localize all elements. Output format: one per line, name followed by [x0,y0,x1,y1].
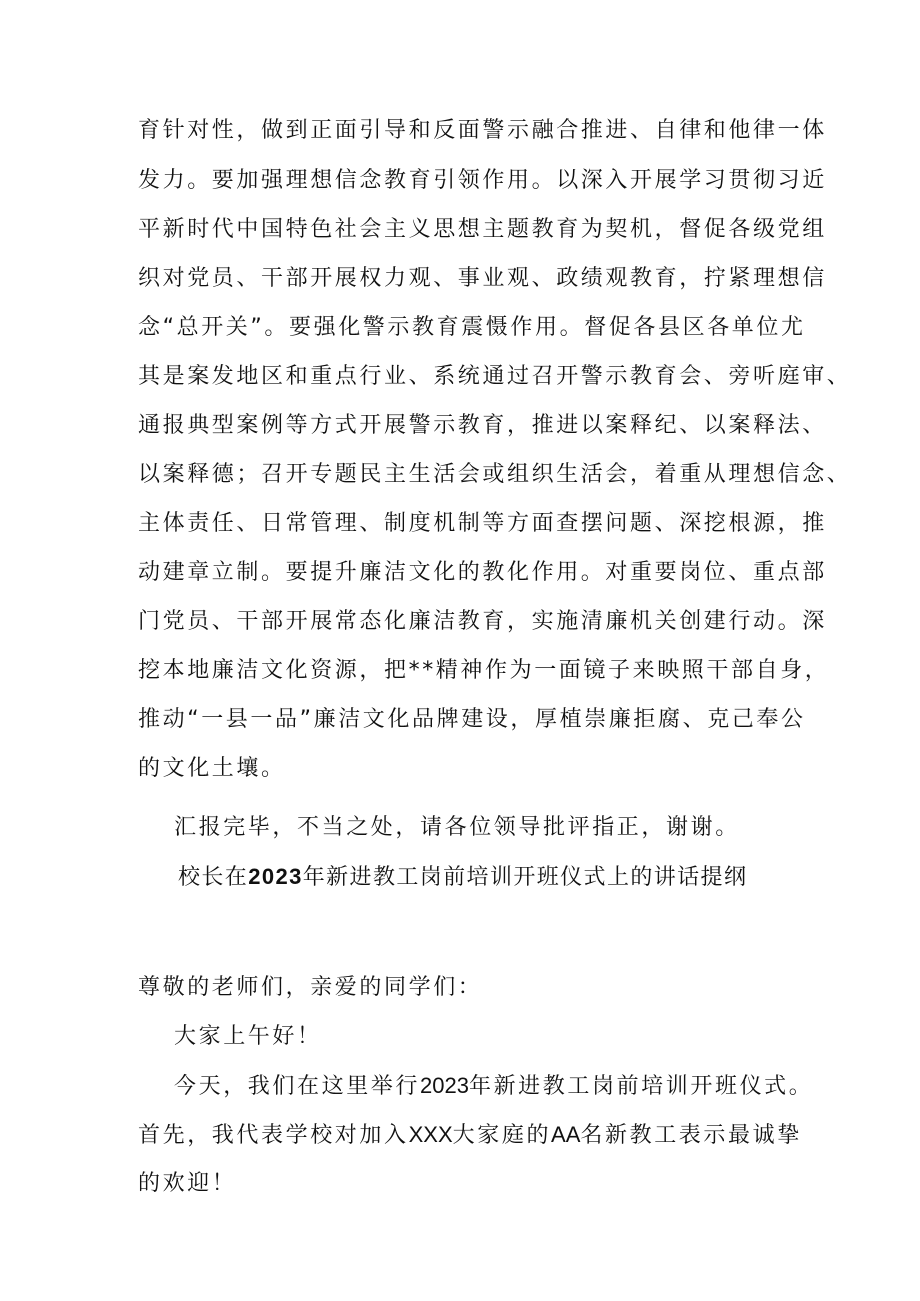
title-suffix: 年新进教工岗前培训开班仪式上的讲话提纲 [302,865,748,890]
greeting: 大家上午好！ [174,1024,322,1049]
closing-line: 汇报完毕，不当之处，请各位领导批评指正，谢谢。 [174,815,740,840]
speech-title [178,862,747,893]
body-line: 育针对性，做到正面引导和反面警示融合推进、自律和他律一体 [138,118,827,143]
placeholder-xxx: XXX [408,1122,453,1147]
salutation: 尊敬的老师们，亲爱的同学们： [138,975,483,1000]
text-run: 名新教工表示最诚挚 [580,1123,802,1148]
text-run: 年新进教工岗前培训开班仪式。 [468,1074,814,1099]
text-run: 大家庭的 [452,1123,552,1148]
body-line: 门党员、干部开展常态化廉洁教育，实施清廉机关创建行动。深 [138,609,827,634]
body-line: 平新时代中国特色社会主义思想主题教育为契机，督促各级党组 [138,217,827,242]
title-year: 2023 [248,864,303,889]
body-line: 动建章立制。要提升廉洁文化的教化作用。对重要岗位、重点部 [138,560,827,585]
placeholder-aa: AA [551,1122,581,1147]
body-line: 念“总开关”。要强化警示教育震慑作用。督促各县区各单位尤 [138,315,806,340]
body-line: 推动“一县一品”廉洁文化品牌建设，厚植崇廉拒腐、克己奉公 [138,707,806,732]
body-line: 发力。要加强理想信念教育引领作用。以深入开展学习贯彻习近 [138,168,827,193]
body-line: 主体责任、日常管理、制度机制等方面查摆问题、深挖根源，推 [138,511,827,536]
body-line: 通报典型案例等方式开展警示教育，推进以案释纪、以案释法、 [138,413,827,438]
year-run: 2023 [420,1073,469,1098]
text-run: 今天，我们在这里举行 [174,1074,421,1099]
body-line: 以案释德；召开专题民主生活会或组织生活会，着重从理想信念、 [138,462,852,487]
body-line: 其是案发地区和重点行业、系统通过召开警示教育会、旁听庭审、 [138,364,852,389]
body-line: 挖本地廉洁文化资源，把**精神作为一面镜子来映照干部自身， [138,658,830,683]
body-line: 的文化土壤。 [138,756,286,781]
title-prefix: 校长在 [178,865,249,890]
paragraph-line [174,1071,813,1102]
paragraph-line [138,1120,802,1151]
text-run: 首先，我代表学校对加入 [138,1123,409,1148]
paragraph-line: 的欢迎！ [138,1171,237,1196]
body-line: 织对党员、干部开展权力观、事业观、政绩观教育，拧紧理想信 [138,266,827,291]
